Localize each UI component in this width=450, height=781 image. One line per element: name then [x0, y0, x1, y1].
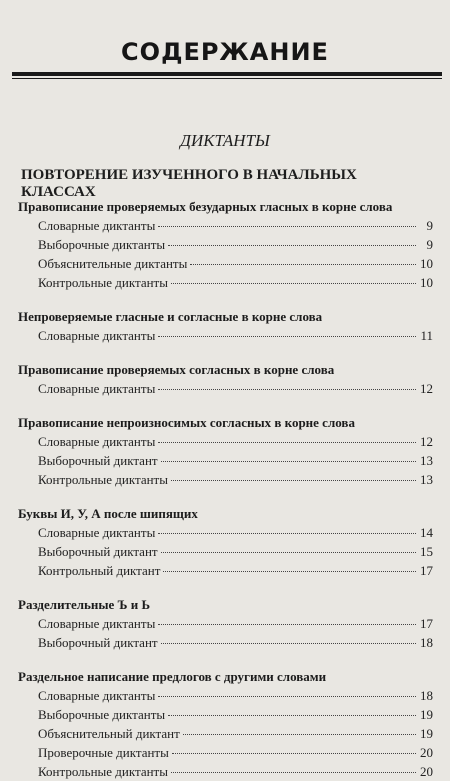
- toc-entry-title: Словарные диктанты: [38, 688, 156, 703]
- dot-leader: [161, 643, 416, 644]
- dot-leader: [171, 283, 416, 284]
- dot-leader: [158, 696, 416, 697]
- dot-leader: [161, 552, 416, 553]
- toc-entry-title: Контрольные диктанты: [38, 472, 168, 487]
- toc-entry-page: 15: [420, 544, 433, 559]
- part-title: ДИКТАНТЫ: [180, 131, 270, 150]
- toc-entry-title: Выборочный диктант: [38, 544, 158, 559]
- toc-entry: [18, 273, 433, 292]
- toc-entry: [18, 762, 433, 781]
- dot-leader: [158, 389, 416, 390]
- toc-entry-page: 12: [420, 434, 433, 449]
- toc-entry-title: Контрольный диктант: [38, 563, 161, 578]
- dot-leader: [171, 772, 416, 773]
- toc-entry-title: Выборочные диктанты: [38, 707, 166, 722]
- toc-entry: [18, 614, 433, 633]
- toc-entry: [18, 633, 433, 652]
- toc-entry-title: Словарные диктанты: [38, 434, 156, 449]
- dot-leader: [163, 571, 416, 572]
- toc-entry-page: 20: [420, 764, 433, 779]
- toc-entry-page: 17: [420, 616, 433, 631]
- dot-leader: [158, 624, 416, 625]
- toc-entry-title: Словарные диктанты: [38, 381, 156, 396]
- toc-entry: [18, 705, 433, 724]
- toc-entry-page: 20: [420, 745, 433, 760]
- page-heading: СОДЕРЖАНИЕ: [121, 38, 329, 66]
- dot-leader: [172, 753, 416, 754]
- section-title: Раздельное написание предлогов с другими словами: [18, 669, 327, 684]
- toc-entry-page: 9: [426, 218, 433, 233]
- toc-entry-title: Словарные диктанты: [38, 328, 156, 343]
- toc-entry-page: 19: [420, 707, 433, 722]
- toc-entry-page: 13: [420, 453, 433, 468]
- section-title: Буквы И, У, А после шипящих: [18, 506, 198, 521]
- toc-entry: [18, 235, 433, 254]
- toc-entry-title: Контрольные диктанты: [38, 764, 168, 779]
- dot-leader: [183, 734, 416, 735]
- toc-entry: [18, 561, 433, 580]
- dot-leader: [168, 245, 416, 246]
- toc-entry-page: 9: [426, 237, 433, 252]
- section-title: Правописание проверяемых безударных гласных в корне слова: [18, 199, 393, 214]
- toc-entry-title: Словарные диктанты: [38, 218, 156, 233]
- toc-entry-page: 11: [420, 328, 433, 343]
- toc-entry: [18, 432, 433, 451]
- heading-rule-thick: [12, 72, 442, 76]
- toc-entry-page: 18: [420, 688, 433, 703]
- toc-entry-page: 13: [420, 472, 433, 487]
- toc-entry: [18, 254, 433, 273]
- toc-entry-title: Проверочные диктанты: [38, 745, 169, 760]
- toc-entry-page: 12: [420, 381, 433, 396]
- section-title: Правописание непроизносимых согласных в корне слова: [18, 415, 355, 430]
- toc-entry-title: Выборочные диктанты: [38, 237, 166, 252]
- toc-entry-title: Выборочный диктант: [38, 453, 158, 468]
- toc-entry: [18, 743, 433, 762]
- toc-entry-title: Объяснительный диктант: [38, 726, 180, 741]
- dot-leader: [158, 226, 416, 227]
- heading-rule-thin: [12, 78, 442, 79]
- toc-entry-title: Объяснительные диктанты: [38, 256, 188, 271]
- dot-leader: [158, 533, 416, 534]
- toc-entry-title: Контрольные диктанты: [38, 275, 168, 290]
- toc-entry: [18, 216, 433, 235]
- section-title: Разделительные Ъ и Ь: [18, 597, 151, 612]
- toc-entry: [18, 542, 433, 561]
- toc-entry: [18, 686, 433, 705]
- toc-list: [18, 195, 433, 781]
- toc-entry: [18, 470, 433, 489]
- toc-entry: [18, 451, 433, 470]
- section-title: Непроверяемые гласные и согласные в корне слова: [18, 309, 323, 324]
- toc-entry: [18, 523, 433, 542]
- toc-entry: [18, 724, 433, 743]
- toc-entry-page: 18: [420, 635, 433, 650]
- block-title: ПОВТОРЕНИЕ ИЗУЧЕННОГО В НАЧАЛЬНЫХ КЛАССАХ: [21, 167, 357, 200]
- section-title: Правописание проверяемых согласных в корне слова: [18, 362, 335, 377]
- toc-entry-page: 10: [420, 256, 433, 271]
- toc-entry-page: 19: [420, 726, 433, 741]
- toc-entry: [18, 326, 433, 345]
- toc-entry-title: Словарные диктанты: [38, 616, 156, 631]
- dot-leader: [168, 715, 416, 716]
- dot-leader: [161, 461, 416, 462]
- dot-leader: [190, 264, 416, 265]
- toc-entry-title: Словарные диктанты: [38, 525, 156, 540]
- toc-entry-title: Выборочный диктант: [38, 635, 158, 650]
- dot-leader: [171, 480, 416, 481]
- toc-entry-page: 10: [420, 275, 433, 290]
- dot-leader: [158, 336, 416, 337]
- dot-leader: [158, 442, 416, 443]
- toc-entry-page: 17: [420, 563, 433, 578]
- toc-entry-page: 14: [420, 525, 433, 540]
- toc-entry: [18, 379, 433, 398]
